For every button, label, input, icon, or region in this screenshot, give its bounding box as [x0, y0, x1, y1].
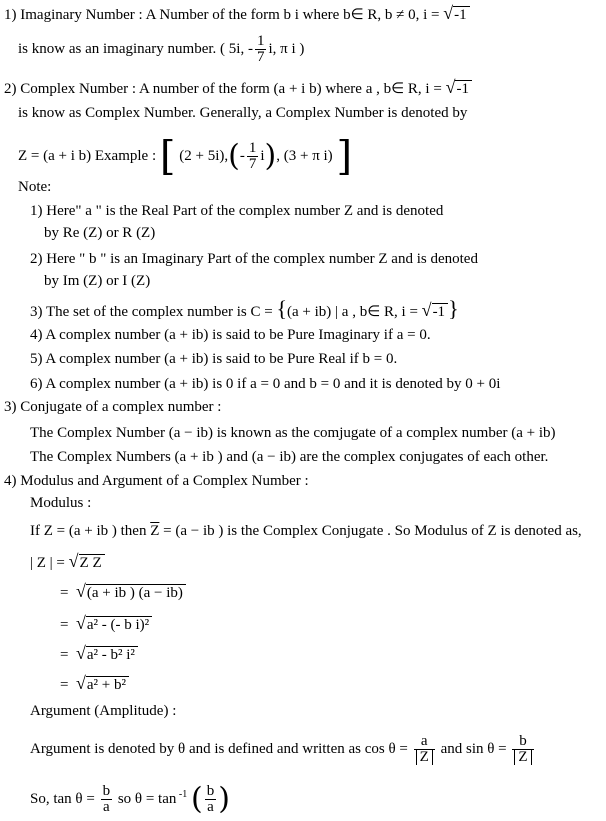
- left-bracket: [: [159, 133, 176, 180]
- note-6: 6) A complex number (a + ib) is 0 if a = 0 and b = 0 and it is denoted by 0 + 0i: [30, 376, 501, 392]
- eq1: | Z | = √Z $\overline{Z}$: [30, 552, 105, 572]
- s1-radicand: -1: [453, 6, 470, 24]
- if-line: If Z = (a + ib ) then $\overline{Z} = (a$ − ib ) is the Complex Conjugate . So Modulus of Z is denoted as,: [30, 523, 582, 539]
- s3-title: 3) Conjugate of a complex number :: [4, 399, 222, 415]
- argument-title: Argument (Amplitude) :: [30, 703, 177, 719]
- s1-line1: 1) Imaginary Number : A Number of the form b i where b∈ R, b ≠ 0, i = √-1: [4, 4, 470, 24]
- eq2: = √(a + ib ) (a − ib): [60, 582, 186, 602]
- note-1b: by Re (Z) or R (Z): [44, 225, 156, 241]
- note-1a: 1) Here" a " is the Real Part of the complex number Z and is denoted: [30, 203, 444, 219]
- right-bracket: ]: [336, 133, 353, 180]
- note-5: 5) A complex number (a + ib) is said to be Pure Real if b = 0.: [30, 351, 398, 367]
- note-3: 3) The set of the complex number is C = {(a + ib) | a , b∈ R, i = √-1 }: [30, 296, 459, 321]
- s1-line2: is know as an imaginary number. ( 5i, - $\frac{1}{7}$ i, π i ): [18, 33, 305, 65]
- note-4: 4) A complex number (a + ib) is said to be Pure Imaginary if a = 0.: [30, 327, 431, 343]
- argument-line: Argument is denoted by θ and is defined and written as cos θ = $\frac{a}{Z}$ and sin θ = $\frac{b}{Z}$: [30, 732, 536, 766]
- eq4: = √a² - b² i²: [60, 644, 138, 664]
- s2-line1: 2) Complex Number : A number of the form (a + i b) where a , b∈ R, i = √-1: [4, 78, 472, 98]
- note-2b: by Im (Z) or I (Z): [44, 273, 151, 289]
- s1-frac: $\frac{1}{7}$: [256, 33, 265, 65]
- eq3: = √a² - (- b i)²: [60, 614, 152, 634]
- s3-line2: The Complex Numbers (a + ib ) and (a − ib) are the complex conjugates of each other.: [30, 449, 549, 465]
- eq5: = √a² + b²: [60, 674, 129, 694]
- s4-title: 4) Modulus and Argument of a Complex Number :: [4, 473, 309, 489]
- s2-line2: is know as Complex Number. Generally, a Complex Number is denoted by: [18, 105, 468, 121]
- modulus-title: Modulus :: [30, 495, 92, 511]
- s3-line1: The Complex Number (a − ib) is known as the comjugate of a complex number (a + ib): [30, 425, 556, 441]
- note-title: Note:: [18, 179, 52, 195]
- note-2a: 2) Here " b " is an Imaginary Part of the complex number Z and is denoted: [30, 251, 478, 267]
- s2-example-line: Z = (a + i b) Example : [ (2 + 5i),(- $\frac{1}{7}$ i), (3 + π i) ]: [18, 133, 353, 180]
- tan-line: So, tan θ = $\frac{b}{a}$ so θ = tan $^{-1}$ ( $\frac{b}{a}$ ): [30, 781, 230, 817]
